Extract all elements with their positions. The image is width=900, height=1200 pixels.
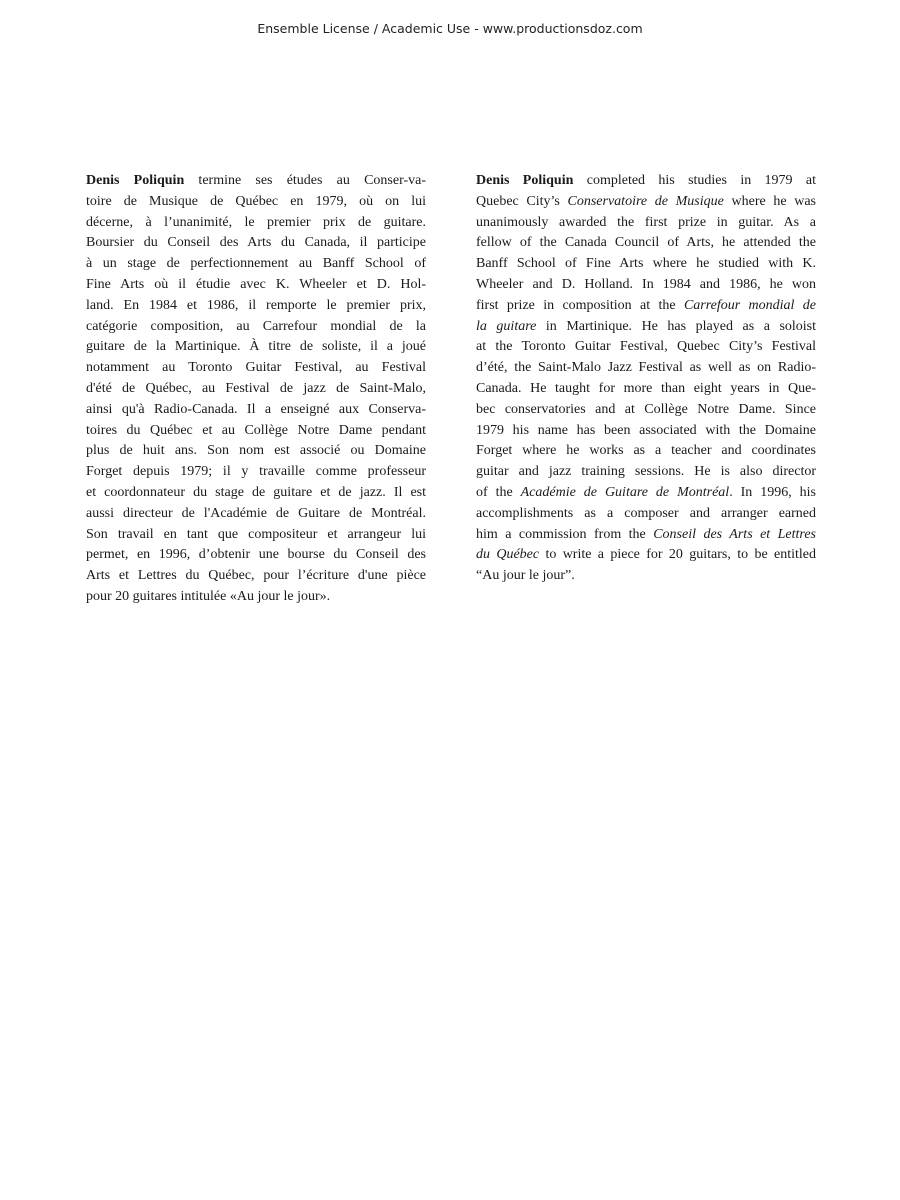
biography-french (86, 171, 426, 608)
bio-en-line: unanimously awarded the first prize in guitar. As a (476, 214, 816, 230)
bio-fr-line: Fine Arts où il étudie avec K. Wheeler et D. Hol- (86, 276, 426, 292)
bio-fr-name: Denis Poliquin (86, 173, 185, 188)
bio-en-line: him a commission from the Conseil des Arts et Lettres (476, 526, 817, 542)
bio-en-line: 1979 his name has been associated with the Domaine (476, 422, 816, 438)
bio-fr-line: permet, en 1996, d’obtenir une bourse du Conseil des (86, 547, 426, 563)
bio-en-line: at the Toronto Guitar Festival, Quebec City’s Festival (476, 339, 816, 355)
bio-fr-line: d'été de Québec, au Festival de jazz de Saint-Malo, (86, 380, 426, 396)
bio-fr-line: et coordonnateur du stage de guitare et de jazz. Il est (86, 484, 426, 500)
bio-fr-line: ainsi qu'à Radio-Canada. Il a enseigné aux Conserva- (86, 401, 426, 417)
bio-en-line: Wheeler and D. Holland. In 1984 and 1986, he won (476, 276, 816, 292)
biography-english (476, 171, 816, 587)
bio-en-line: bec conservatories and at Collège Notre Dame. Since (476, 401, 816, 417)
bio-en-line: du Québec to write a piece for 20 guitars, to be entitled (476, 547, 816, 563)
bio-en-line: Forget where he works as a teacher and coordinates (476, 443, 816, 459)
bio-fr-line: catégorie composition, au Carrefour mondial de la (86, 318, 426, 334)
bio-fr-line: notamment au Toronto Guitar Festival, au Festival (86, 360, 426, 376)
bio-fr-line: Boursier du Conseil des Arts du Canada, il participe (86, 235, 426, 251)
bio-en-line: la guitare in Martinique. He has played as a soloist (476, 318, 817, 334)
bio-fr-line: Son travail en tant que compositeur et arrangeur lui (86, 526, 426, 542)
bio-en-line: Banff School of Fine Arts where he studied with K. (476, 256, 816, 272)
bio-fr-line: aussi directeur de l'Académie de Guitare de Montréal. (86, 505, 426, 521)
bio-en-line: Quebec City’s Conservatoire de Musique where he was (476, 193, 816, 209)
bio-fr-line: Forget depuis 1979; il y travaille comme professeur (86, 464, 426, 480)
bio-fr-line: à un stage de perfectionnement au Banff School of (86, 256, 426, 272)
bio-en-line: of the Académie de Guitare de Montréal. In 1996, his (476, 484, 817, 500)
bio-fr-line: land. En 1984 et 1986, il remporte le premier prix, (86, 297, 426, 313)
bio-fr-line: guitare de la Martinique. À titre de soliste, il a joué (86, 339, 426, 355)
bio-fr-line: Denis Poliquin termine ses études au Conser-va- (86, 173, 426, 188)
bio-en-name: Denis Poliquin (476, 173, 574, 188)
bio-en-line: fellow of the Canada Council of Arts, he attended the (476, 235, 816, 251)
bio-en-line: “Au jour le jour”. (476, 568, 575, 584)
bio-en-line: guitar and jazz training sessions. He is also director (476, 464, 816, 480)
license-header: Ensemble License / Academic Use - www.productionsdoz.com (257, 21, 643, 36)
bio-fr-line: toires du Québec et au Collège Notre Dame pendant (86, 422, 426, 438)
bio-fr-line: toire de Musique de Québec en 1979, où on lui (86, 193, 426, 209)
bio-en-line: Canada. He taught for more than eight years in Que- (476, 380, 816, 396)
bio-fr-line: Arts et Lettres du Québec, pour l’écriture d'une pièce (86, 568, 426, 584)
bio-en-line: d’été, the Saint-Malo Jazz Festival as well as on Radio- (476, 360, 816, 376)
bio-en-line: accomplishments as a composer and arranger earned (476, 505, 816, 521)
bio-en-line: Denis Poliquin completed his studies in 1979 at (476, 173, 817, 188)
bio-en-line: first prize in composition at the Carrefour mondial de (476, 297, 816, 313)
bio-fr-line: plus de huit ans. Son nom est associé ou Domaine (86, 443, 426, 459)
bio-fr-line: pour 20 guitares intitulée «Au jour le jour». (86, 588, 331, 604)
bio-fr-line: décerne, à l’unanimité, le premier prix de guitare. (86, 214, 426, 230)
